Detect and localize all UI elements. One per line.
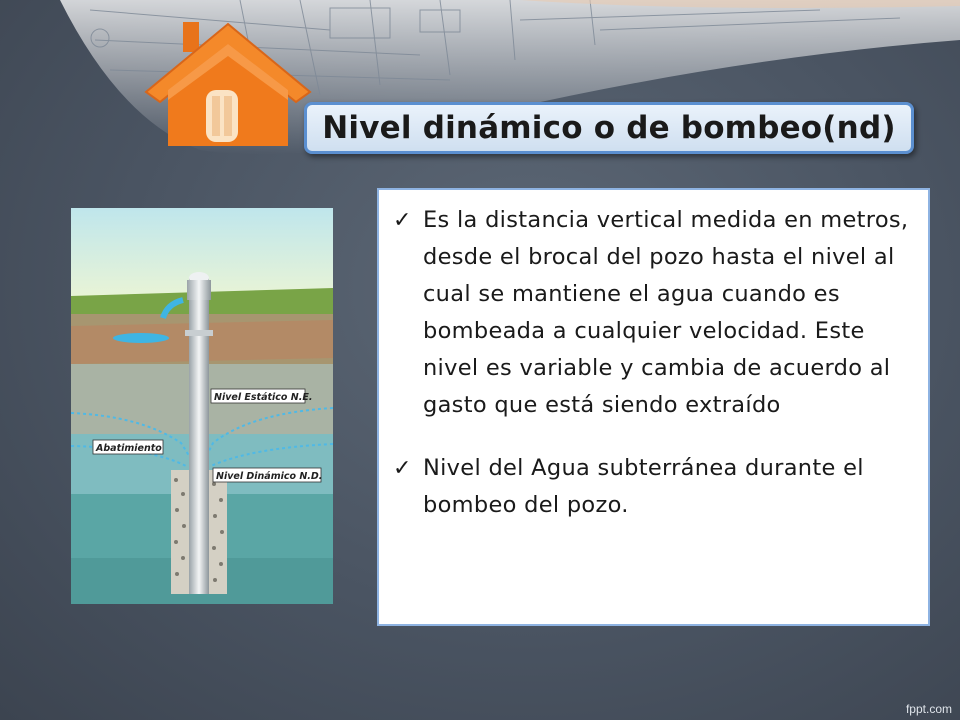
well-diagram	[71, 208, 333, 604]
watermark: fppt.com	[905, 702, 952, 716]
content-box	[377, 188, 930, 626]
bullet-item	[389, 202, 912, 424]
bullet-text: Nivel del Agua subterránea durante el bombeo del pozo.	[423, 455, 864, 518]
bullet-item	[389, 450, 912, 524]
slide-title: Nivel dinámico o de bombeo(nd)	[322, 110, 896, 146]
drawdown-label: Abatimiento	[96, 443, 162, 454]
check-icon: ✓	[393, 208, 412, 233]
check-icon: ✓	[393, 456, 412, 481]
dynamic-level-label: Nivel Dinámico N.D.	[216, 471, 323, 482]
title-banner	[304, 102, 914, 154]
bullet-text: Es la distancia vertical medida en metros, desde el brocal del pozo hasta el nivel al cual se mantiene el agua cuando es bombeada a cualquier velocidad. Este nivel es variable y cambia de acuerdo al gasto que está siendo extraído	[423, 207, 909, 418]
static-level-label: Nivel Estático N.E.	[214, 392, 313, 403]
house-icon	[138, 14, 318, 154]
